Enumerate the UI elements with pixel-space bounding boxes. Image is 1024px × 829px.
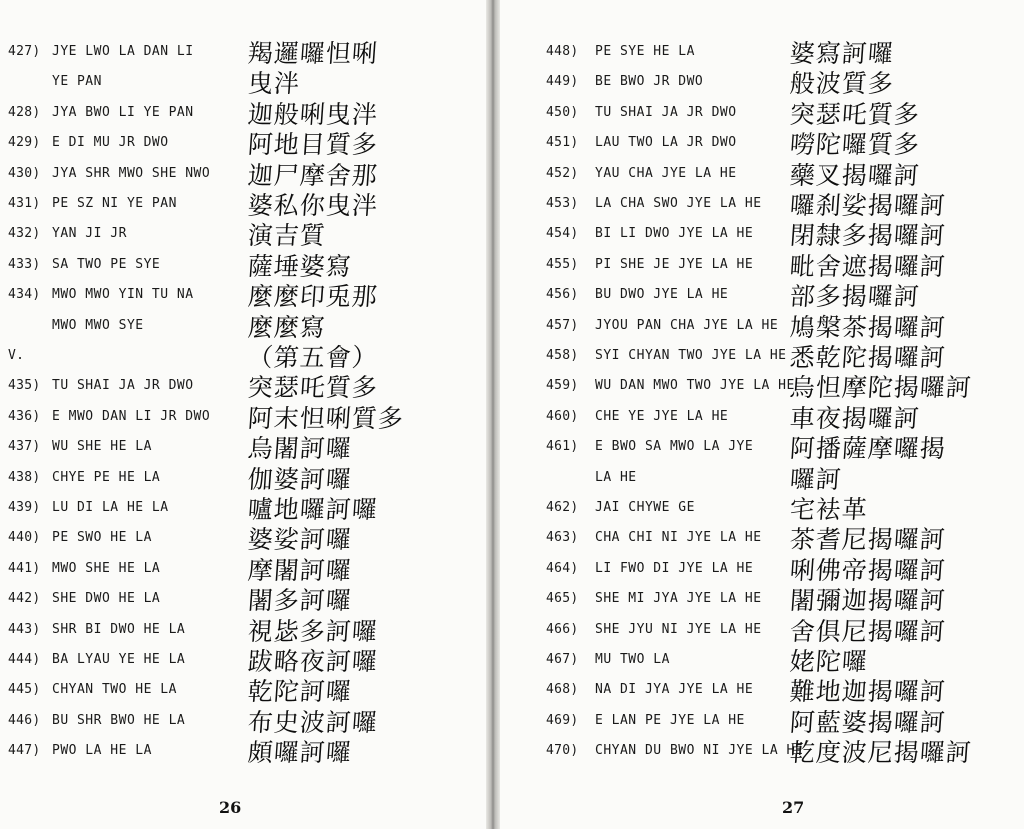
- verse-number: 439): [8, 500, 41, 515]
- verse-number: 449): [546, 74, 579, 90]
- romanized-text: E BWO SA MWO LA JYE: [595, 439, 754, 455]
- romanized-text: CHYAN DU BWO NI JYE LA HE: [595, 743, 804, 759]
- romanized-text: CHYE PE HE LA: [52, 469, 161, 485]
- chinese-text: 薩埵婆寫: [246, 251, 353, 281]
- chinese-text: 婆寫訶囉: [788, 39, 895, 68]
- verse-number: 462): [546, 500, 579, 515]
- romanized-text: MWO SHE HE LA: [52, 560, 161, 576]
- romanized-text: YAU CHA JYE LA HE: [595, 165, 737, 181]
- chinese-text: 茶耆尼揭囉訶: [788, 525, 947, 555]
- chinese-text: 摩闍訶囉: [246, 555, 353, 585]
- chinese-text: 舍俱尼揭囉訶: [788, 616, 947, 646]
- verse-number: 464): [546, 560, 579, 576]
- book-gutter: [486, 0, 500, 829]
- verse-number: 437): [8, 439, 41, 455]
- chinese-text: 難地迦揭囉訶: [788, 677, 947, 707]
- page-number-left: 26: [219, 798, 242, 817]
- romanized-text: BU SHR BWO HE LA: [52, 712, 186, 728]
- chinese-text: 鳩槃茶揭囉訶: [788, 312, 947, 342]
- chinese-text: 般波質多: [788, 69, 895, 99]
- verse-number: 433): [8, 256, 41, 272]
- romanized-text: E MWO DAN LI JR DWO: [52, 408, 211, 424]
- verse-number: 432): [8, 226, 41, 242]
- verse-number: 447): [8, 743, 41, 759]
- romanized-text: JYE LWO LA DAN LI: [52, 44, 194, 59]
- verse-number: 460): [546, 408, 579, 424]
- romanized-text: TU SHAI JA JR DWO: [595, 104, 737, 120]
- romanized-text: E LAN PE JYE LA HE: [595, 712, 745, 728]
- chinese-text: 伽婆訶囉: [246, 464, 353, 494]
- verse-number: 456): [546, 287, 579, 303]
- romanized-text: JAI CHYWE GE: [595, 500, 695, 515]
- romanized-text: PE SWO HE LA: [52, 530, 152, 546]
- verse-number: 438): [8, 469, 41, 485]
- chinese-text: 布史波訶囉: [246, 707, 379, 737]
- page-number-right: 27: [782, 798, 805, 817]
- verse-number: 452): [546, 165, 579, 181]
- chinese-text: 麼麼寫: [246, 312, 327, 342]
- verse-number: 444): [8, 652, 41, 667]
- verse-number: 429): [8, 135, 41, 151]
- chinese-text: 闍彌迦揭囉訶: [788, 586, 947, 616]
- chinese-text: 阿地目質多: [246, 130, 379, 160]
- verse-number: 465): [546, 591, 579, 607]
- verse-number: 446): [8, 712, 41, 728]
- romanized-text: LA HE: [595, 469, 637, 485]
- romanized-text: BI LI DWO JYE LA HE: [595, 226, 754, 242]
- romanized-text: CHE YE JYE LA HE: [595, 408, 729, 424]
- romanized-text: YE PAN: [52, 74, 102, 90]
- romanized-text: CHA CHI NI JYE LA HE: [595, 530, 762, 546]
- chinese-text: （第五會）: [246, 343, 379, 372]
- romanized-text: MWO MWO SYE: [52, 317, 144, 333]
- chinese-text: 曳泮: [246, 69, 301, 99]
- chinese-text: 悉乾陀揭囉訶: [788, 343, 947, 372]
- romanized-text: LI FWO DI JYE LA HE: [595, 560, 754, 576]
- verse-number: 468): [546, 682, 579, 698]
- romanized-text: SHE JYU NI JYE LA HE: [595, 621, 762, 637]
- romanized-text: WU DAN MWO TWO JYE LA HE: [595, 378, 795, 394]
- chinese-text: 烏怛摩陀揭囉訶: [788, 373, 973, 403]
- chinese-text: 烏闍訶囉: [246, 434, 353, 464]
- chinese-text: 阿播薩摩囉揭: [788, 434, 947, 464]
- verse-number: 463): [546, 530, 579, 546]
- chinese-text: 闍多訶囉: [246, 586, 353, 616]
- chinese-text: 視毖多訶囉: [246, 616, 379, 646]
- chinese-text: 閉隸多揭囉訶: [788, 221, 947, 251]
- verse-number: 459): [546, 378, 579, 394]
- romanized-text: YAN JI JR: [52, 226, 127, 242]
- chinese-text: 麼麼印兎那: [246, 282, 379, 312]
- romanized-text: JYA SHR MWO SHE NWO: [52, 165, 211, 181]
- chinese-text: 姥陀囉: [788, 647, 869, 676]
- verse-number: 448): [546, 44, 579, 59]
- chinese-text: 頗囉訶囉: [246, 738, 353, 768]
- verse-number: 461): [546, 439, 579, 455]
- chinese-text: 阿藍婆揭囉訶: [788, 707, 947, 737]
- chinese-text: 囉訶: [788, 464, 843, 494]
- chinese-text: 部多揭囉訶: [788, 282, 921, 312]
- romanized-text: BA LYAU YE HE LA: [52, 652, 186, 667]
- romanized-text: BE BWO JR DWO: [595, 74, 704, 90]
- romanized-text: JYOU PAN CHA JYE LA HE: [595, 317, 779, 333]
- romanized-text: SYI CHYAN TWO JYE LA HE: [595, 348, 787, 363]
- chinese-text: 突瑟吒質多: [788, 99, 921, 129]
- chinese-text: 婆娑訶囉: [246, 525, 353, 555]
- romanized-text: NA DI JYA JYE LA HE: [595, 682, 754, 698]
- verse-number: 427): [8, 44, 41, 59]
- romanized-text: SA TWO PE SYE: [52, 256, 161, 272]
- verse-number: V.: [8, 348, 25, 363]
- chinese-text: 迦尸摩舍那: [246, 160, 379, 190]
- romanized-text: JYA BWO LI YE PAN: [52, 104, 194, 120]
- verse-number: 441): [8, 560, 41, 576]
- chinese-text: 藥叉揭囉訶: [788, 160, 921, 190]
- verse-number: 453): [546, 196, 579, 211]
- verse-number: 467): [546, 652, 579, 667]
- romanized-text: WU SHE HE LA: [52, 439, 152, 455]
- verse-number: 458): [546, 348, 579, 363]
- romanized-text: SHE DWO HE LA: [52, 591, 161, 607]
- romanized-text: PE SZ NI YE PAN: [52, 196, 177, 211]
- romanized-text: PWO LA HE LA: [52, 743, 152, 759]
- verse-number: 450): [546, 104, 579, 120]
- verse-number: 454): [546, 226, 579, 242]
- chinese-text: 婆私你曳泮: [246, 191, 379, 220]
- romanized-text: SHE MI JYA JYE LA HE: [595, 591, 762, 607]
- verse-number: 469): [546, 712, 579, 728]
- romanized-text: LAU TWO LA JR DWO: [595, 135, 737, 151]
- chinese-text: 毗舍遮揭囉訶: [788, 251, 947, 281]
- chinese-text: 宅袪革: [788, 495, 869, 524]
- verse-number: 443): [8, 621, 41, 637]
- chinese-text: 嚧地囉訶囉: [246, 495, 379, 524]
- romanized-text: CHYAN TWO HE LA: [52, 682, 177, 698]
- chinese-text: 唎佛帝揭囉訶: [788, 555, 947, 585]
- chinese-text: 迦般唎曳泮: [246, 99, 379, 129]
- chinese-text: 乾陀訶囉: [246, 677, 353, 707]
- chinese-text: 演吉質: [246, 221, 327, 251]
- verse-number: 457): [546, 317, 579, 333]
- chinese-text: 乾度波尼揭囉訶: [788, 738, 973, 768]
- romanized-text: TU SHAI JA JR DWO: [52, 378, 194, 394]
- chinese-text: 車夜揭囉訶: [788, 403, 921, 433]
- verse-number: 445): [8, 682, 41, 698]
- verse-number: 466): [546, 621, 579, 637]
- chinese-text: 跋略夜訶囉: [246, 647, 379, 676]
- verse-number: 431): [8, 196, 41, 211]
- verse-number: 436): [8, 408, 41, 424]
- romanized-text: MU TWO LA: [595, 652, 670, 667]
- romanized-text: PI SHE JE JYE LA HE: [595, 256, 754, 272]
- verse-number: 435): [8, 378, 41, 394]
- verse-number: 428): [8, 104, 41, 120]
- chinese-text: 嘮陀囉質多: [788, 130, 921, 160]
- chinese-text: 阿末怛唎質多: [246, 403, 405, 433]
- chinese-text: 囉刹娑揭囉訶: [788, 191, 947, 220]
- verse-number: 440): [8, 530, 41, 546]
- romanized-text: E DI MU JR DWO: [52, 135, 169, 151]
- romanized-text: PE SYE HE LA: [595, 44, 695, 59]
- verse-number: 434): [8, 287, 41, 303]
- verse-number: 451): [546, 135, 579, 151]
- romanized-text: LU DI LA HE LA: [52, 500, 169, 515]
- verse-number: 470): [546, 743, 579, 759]
- romanized-text: LA CHA SWO JYE LA HE: [595, 196, 762, 211]
- verse-number: 430): [8, 165, 41, 181]
- romanized-text: BU DWO JYE LA HE: [595, 287, 729, 303]
- romanized-text: MWO MWO YIN TU NA: [52, 287, 194, 303]
- chinese-text: 突瑟吒質多: [246, 373, 379, 403]
- verse-number: 442): [8, 591, 41, 607]
- chinese-text: 羯邏囉怛唎: [246, 39, 379, 68]
- romanized-text: SHR BI DWO HE LA: [52, 621, 186, 637]
- verse-number: 455): [546, 256, 579, 272]
